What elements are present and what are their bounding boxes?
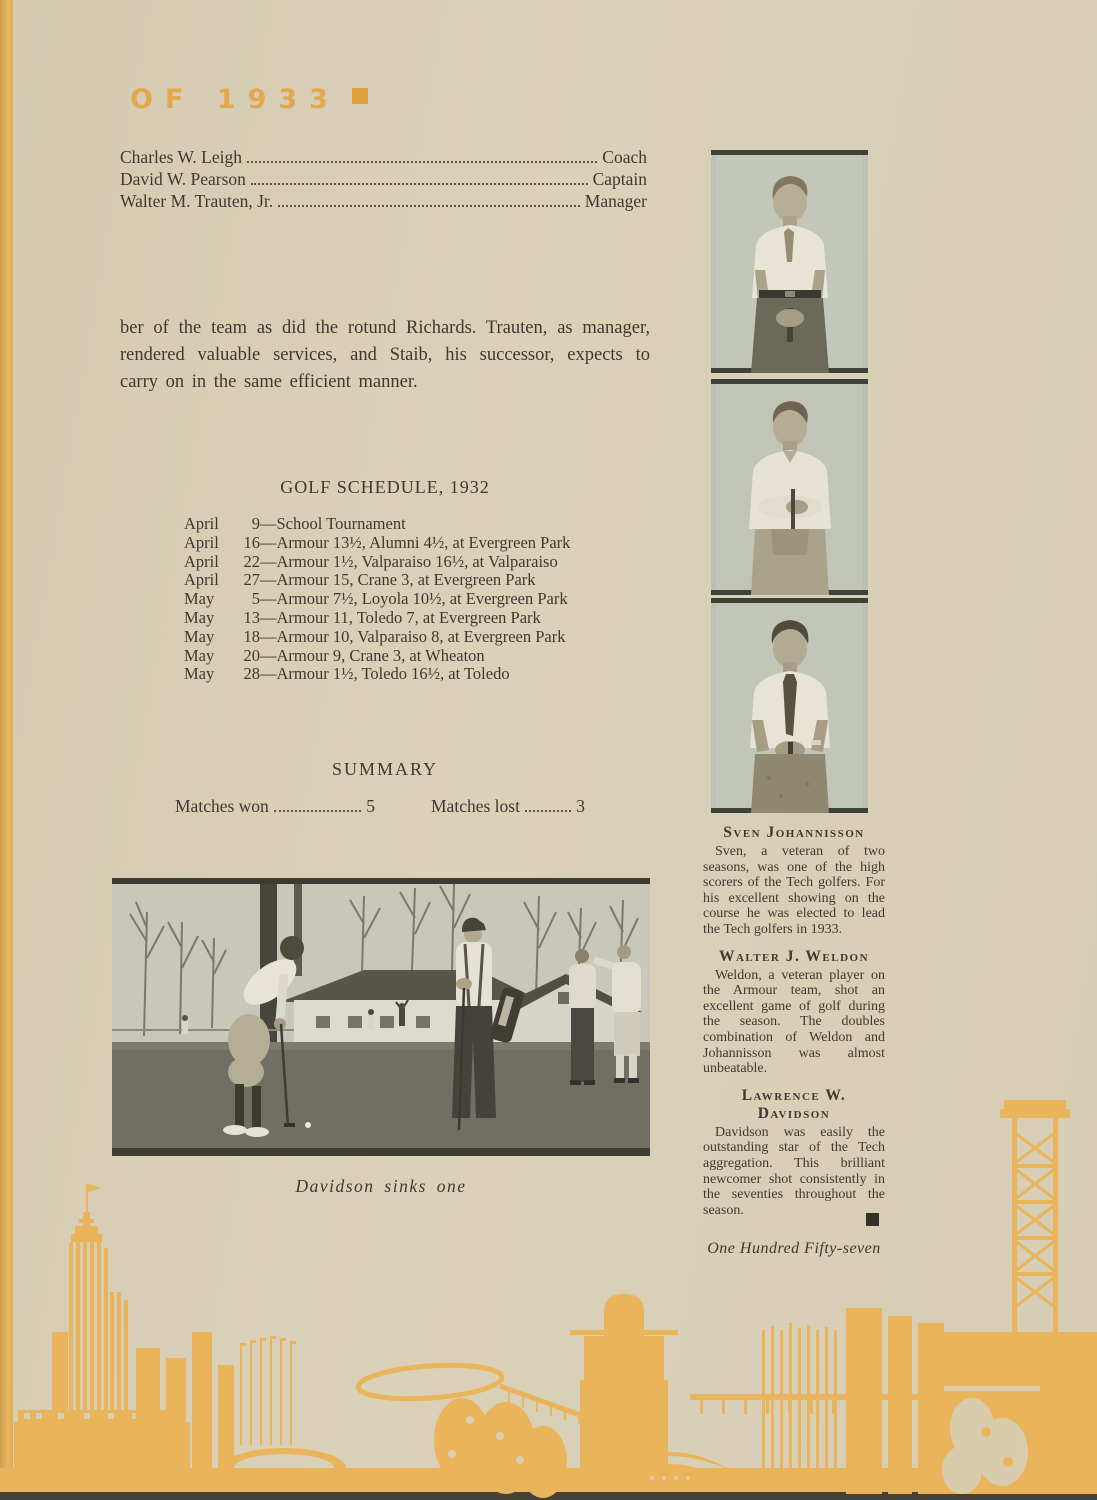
golf-action-photo <box>112 878 650 1156</box>
staff-name: Charles W. Leigh <box>120 147 242 167</box>
orange-square-ornament <box>352 88 368 104</box>
schedule-detail: —Armour 9, Crane 3, at Wheaton <box>260 645 485 665</box>
bio-weldon <box>703 948 885 1077</box>
schedule-month: May <box>184 607 215 627</box>
bio-name: Sven Johannisson <box>723 824 865 841</box>
schedule-row <box>184 589 570 608</box>
schedule-detail: —Armour 1½, Toledo 16½, at Toledo <box>260 664 510 684</box>
staff-role: Manager <box>584 191 647 211</box>
matches-won <box>175 796 375 817</box>
staff-row <box>120 169 647 191</box>
matches-lost-value: 3 <box>576 796 585 816</box>
schedule-row <box>184 664 570 683</box>
dot-leader <box>247 161 597 163</box>
summary-title: SUMMARY <box>331 759 439 779</box>
schedule-detail: —Armour 15, Crane 3, at Evergreen Park <box>260 570 536 590</box>
page-number: One Hundred Fifty-seven <box>707 1240 881 1257</box>
schedule-month: May <box>184 626 215 646</box>
staff-role: Coach <box>602 147 647 167</box>
schedule-detail: —Armour 1½, Valparaiso 16½, at Valparaiso <box>260 551 558 571</box>
staff-name: David W. Pearson <box>120 169 246 189</box>
staff-row <box>120 147 647 169</box>
schedule-detail: —Armour 7½, Loyola 10½, at Evergreen Park <box>260 589 568 609</box>
schedule-day: 20 <box>243 645 260 665</box>
schedule-day: 5 <box>251 589 260 609</box>
bio-name: Lawrence W. Davidson <box>741 1086 847 1122</box>
bio-name: Walter J. Weldon <box>718 947 870 965</box>
schedule-detail: —Armour 11, Toledo 7, at Evergreen Park <box>260 607 541 627</box>
staff-name: Walter M. Trauten, Jr. <box>120 191 274 211</box>
page-title: OF 1933 <box>130 84 340 115</box>
schedule-month: April <box>184 551 219 571</box>
dot-leader <box>525 810 571 812</box>
intro-paragraph: ber of the team as did the rotund Richards. Trauten, as manager, rendered valuable services, and Staib, his successor, expects to carry on in the same efficient manner. <box>120 317 650 392</box>
bio-text: Weldon, a veteran player on the Armour team, shot an excellent game of golf during the season. The doubles combination of Weldon and Johannisson was almost unbeatable. <box>703 967 885 1077</box>
schedule-row <box>184 552 570 571</box>
bio-text: Sven, a veteran of two seasons, was one of the high scorers of the Tech golfers. For his excellent showing on the course he was elected to lead the Tech golfers in 1933. <box>703 844 885 937</box>
schedule-row <box>184 608 570 627</box>
schedule-detail: —Armour 10, Valparaiso 8, at Evergreen Park <box>260 626 566 646</box>
matches-won-label: Matches won <box>175 796 269 816</box>
schedule-title: GOLF SCHEDULE, 1932 <box>280 477 490 497</box>
dot-leader <box>278 205 580 207</box>
bio-davidson <box>703 1087 885 1219</box>
schedule-month: May <box>184 645 215 665</box>
summary-row <box>175 796 585 817</box>
schedule-day: 16 <box>243 532 260 552</box>
schedule-day: 28 <box>243 664 260 684</box>
dot-leader <box>251 183 588 185</box>
bio-text: Davidson was easily the outstanding star of the Tech aggregation. This brilliant newcomer shot consistently in the seventies throughout the season. <box>703 1124 885 1218</box>
schedule-month: April <box>184 514 219 533</box>
portrait-photo-davidson <box>711 598 868 813</box>
staff-row <box>120 191 647 213</box>
schedule-month: April <box>184 570 219 590</box>
page-header <box>130 84 368 115</box>
staff-role: Captain <box>592 169 647 189</box>
player-bios <box>703 818 885 1228</box>
schedule-detail: —Armour 13½, Alumni 4½, at Evergreen Park <box>260 532 571 552</box>
photo-caption: Davidson sinks one <box>295 1176 467 1196</box>
schedule-day: 9 <box>251 514 260 533</box>
schedule-month: April <box>184 532 219 552</box>
schedule-list <box>184 514 570 683</box>
schedule-row <box>184 514 570 533</box>
schedule-month: May <box>184 589 215 609</box>
bio-johannisson <box>703 824 885 938</box>
dot-leader <box>274 810 361 812</box>
schedule-day: 18 <box>243 626 260 646</box>
portrait-photo-johannisson <box>711 150 868 373</box>
schedule-day: 22 <box>243 551 260 571</box>
staff-roster <box>120 147 647 213</box>
schedule-row <box>184 570 570 589</box>
schedule-detail: —School Tournament <box>260 514 406 533</box>
schedule-day: 13 <box>243 607 260 627</box>
schedule-row <box>184 646 570 665</box>
matches-lost <box>431 796 585 817</box>
schedule-row <box>184 533 570 552</box>
matches-lost-label: Matches lost <box>431 796 520 816</box>
matches-won-value: 5 <box>366 796 375 816</box>
schedule-day: 27 <box>243 570 260 590</box>
portrait-photo-weldon <box>711 379 868 595</box>
schedule-month: May <box>184 664 215 684</box>
schedule-row <box>184 627 570 646</box>
black-square-ornament <box>866 1213 879 1226</box>
